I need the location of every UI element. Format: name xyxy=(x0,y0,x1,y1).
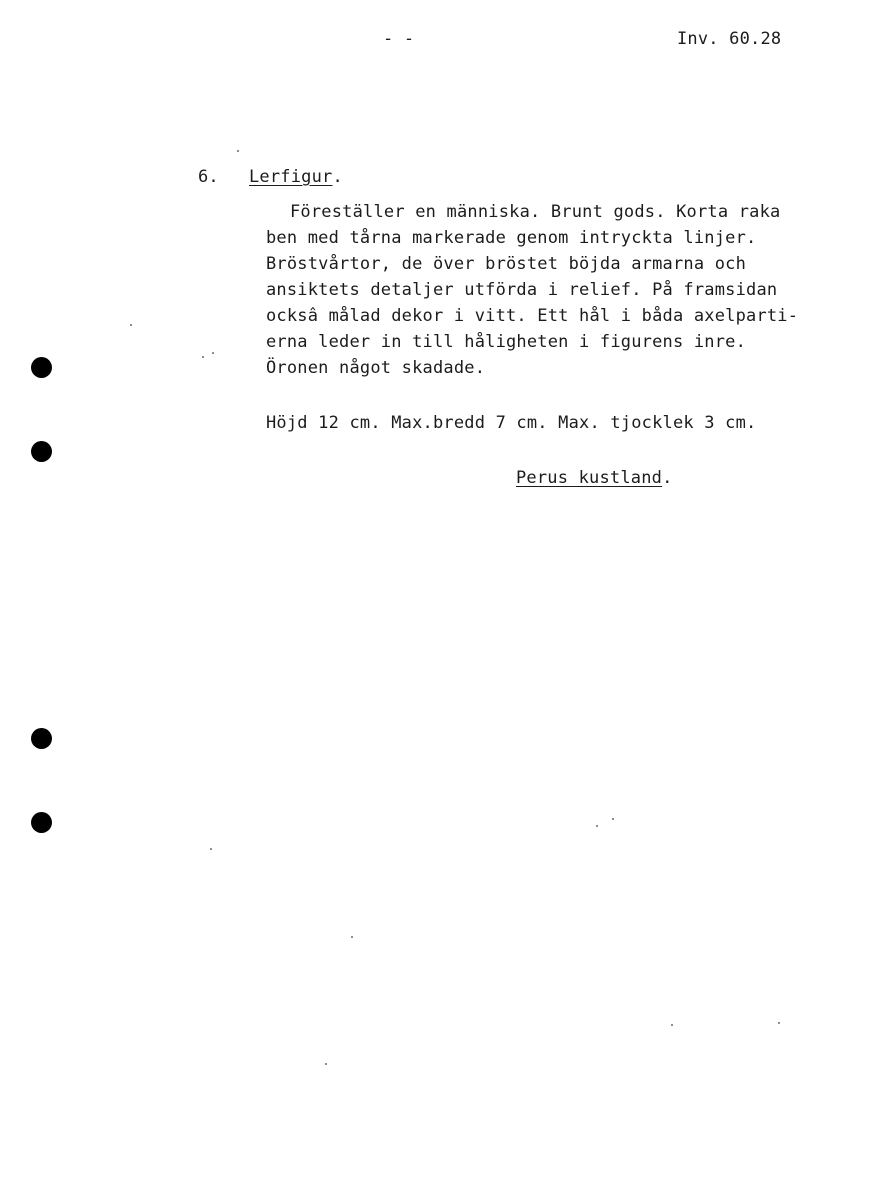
description-line: ocksâ målad dekor i vitt. Ett hål i båda axelparti- xyxy=(266,306,799,326)
paper-speck xyxy=(130,324,132,326)
description-line: ben med tårna markerade genom intryckta linjer. xyxy=(266,228,757,248)
description-line: erna leder in till håligheten i figurens inre. xyxy=(266,332,747,352)
paper-speck xyxy=(351,936,353,938)
paper-speck xyxy=(778,1022,780,1024)
punch-hole xyxy=(31,441,52,462)
description-line: ansiktets detaljer utförda i relief. På framsidan xyxy=(266,280,778,300)
measurements: Höjd 12 cm. Max.bredd 7 cm. Max. tjocklek 3 cm. xyxy=(266,413,757,433)
paper-speck xyxy=(596,825,598,827)
punch-hole xyxy=(31,728,52,749)
paper-speck xyxy=(237,150,239,152)
provenance-punct: . xyxy=(662,468,673,488)
description-line: Föreställer en människa. Brunt gods. Korta raka xyxy=(290,202,781,222)
inventory-number: Inv. 60.28 xyxy=(677,29,782,49)
provenance xyxy=(516,465,673,491)
entry-title xyxy=(249,164,343,190)
entry-title-punct: . xyxy=(332,167,343,187)
paper-speck xyxy=(210,848,212,850)
paper-speck xyxy=(212,352,214,354)
description-line: Öronen något skadade. xyxy=(266,358,486,378)
punch-hole xyxy=(31,812,52,833)
paper-speck xyxy=(671,1024,673,1026)
entry-title-text: Lerfigur xyxy=(249,167,333,187)
paper-speck xyxy=(612,818,614,820)
paper-speck xyxy=(325,1063,327,1065)
description-line: Bröstvårtor, de över bröstet böjda armarna och xyxy=(266,254,747,274)
provenance-text: Perus kustland xyxy=(516,468,663,488)
paper-speck xyxy=(202,356,204,358)
header-dashes: - - xyxy=(383,29,415,49)
punch-hole xyxy=(31,357,52,378)
entry-description xyxy=(266,199,826,381)
entry-number: 6. xyxy=(198,167,219,187)
